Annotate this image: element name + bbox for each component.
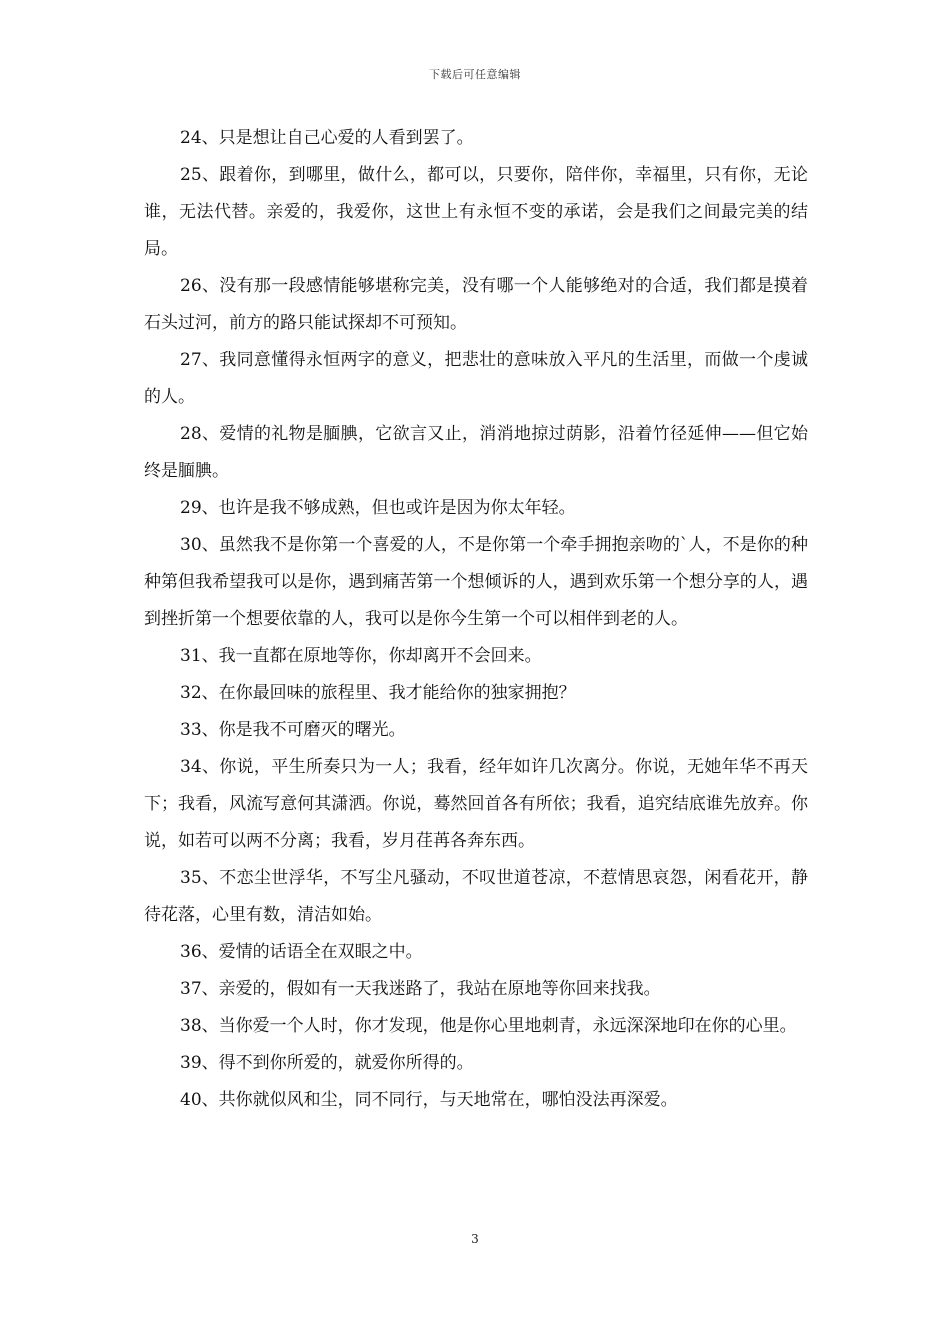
paragraph-39: 39、得不到你所爱的，就爱你所得的。 xyxy=(180,1053,474,1073)
paragraph-30: 30、虽然我不是你第一个喜爱的人，不是你第一个牵手拥抱亲吻的`人，不是你的种种第但我希望我可以是你，遇到痛苦第一个想倾诉的人，遇到欢乐第一个想分享的人，遇到挫折第一个想要依靠的人，我可以是你今生第一个可以相伴到老的人。 xyxy=(144,535,808,629)
paragraph-38: 38、当你爱一个人时，你才发现，他是你心里地刺青，永远深深地印在你的心里。 xyxy=(180,1016,797,1036)
paragraph-31: 31、我一直都在原地等你，你却离开不会回来。 xyxy=(180,646,542,666)
paragraph-27: 27、我同意懂得永恒两字的意义，把悲壮的意味放入平凡的生活里，而做一个虔诚的人。 xyxy=(144,350,808,407)
paragraph-36: 36、爱情的话语全在双眼之中。 xyxy=(180,942,423,962)
paragraph-34: 34、你说，平生所奏只为一人；我看，经年如许几次离分。你说，无她年华不再天下；我看，风流写意何其潇洒。你说，蓦然回首各有所依；我看，追究结底谁先放弃。你说，如若可以两不分离；我看，岁月荏苒各奔东西。 xyxy=(144,757,808,851)
paragraph-26: 26、没有那一段感情能够堪称完美，没有哪一个人能够绝对的合适，我们都是摸着石头过河，前方的路只能试探却不可预知。 xyxy=(144,276,808,333)
paragraph-29: 29、也许是我不够成熟，但也或许是因为你太年轻。 xyxy=(180,498,576,518)
paragraph-33: 33、你是我不可磨灭的曙光。 xyxy=(180,720,406,740)
paragraph-24: 24、只是想让自己心爱的人看到罢了。 xyxy=(180,128,474,148)
page-number: 3 xyxy=(471,1232,479,1246)
paragraph-28: 28、爱情的礼物是腼腆，它欲言又止，消消地掠过荫影，沿着竹径延伸——但它始终是腼腆。 xyxy=(144,424,808,481)
paragraph-32: 32、在你最回味的旅程里、我才能给你的独家拥抱？ xyxy=(180,683,576,703)
paragraph-35: 35、不恋尘世浮华，不写尘凡骚动，不叹世道苍凉，不惹情思哀怨，闲看花开，静待花落，心里有数，清洁如始。 xyxy=(144,868,808,925)
paragraph-37: 37、亲爱的，假如有一天我迷路了，我站在原地等你回来找我。 xyxy=(180,979,661,999)
paragraph-25: 25、跟着你，到哪里，做什么，都可以，只要你，陪伴你，幸福里，只有你，无论谁，无法代替。亲爱的，我爱你，这世上有永恒不变的承诺，会是我们之间最完美的结局。 xyxy=(144,165,808,259)
document-body xyxy=(144,120,808,1119)
page-header: 下载后可任意编辑 xyxy=(429,68,521,81)
paragraph-40: 40、共你就似风和尘，同不同行，与天地常在，哪怕没法再深爱。 xyxy=(180,1090,678,1110)
